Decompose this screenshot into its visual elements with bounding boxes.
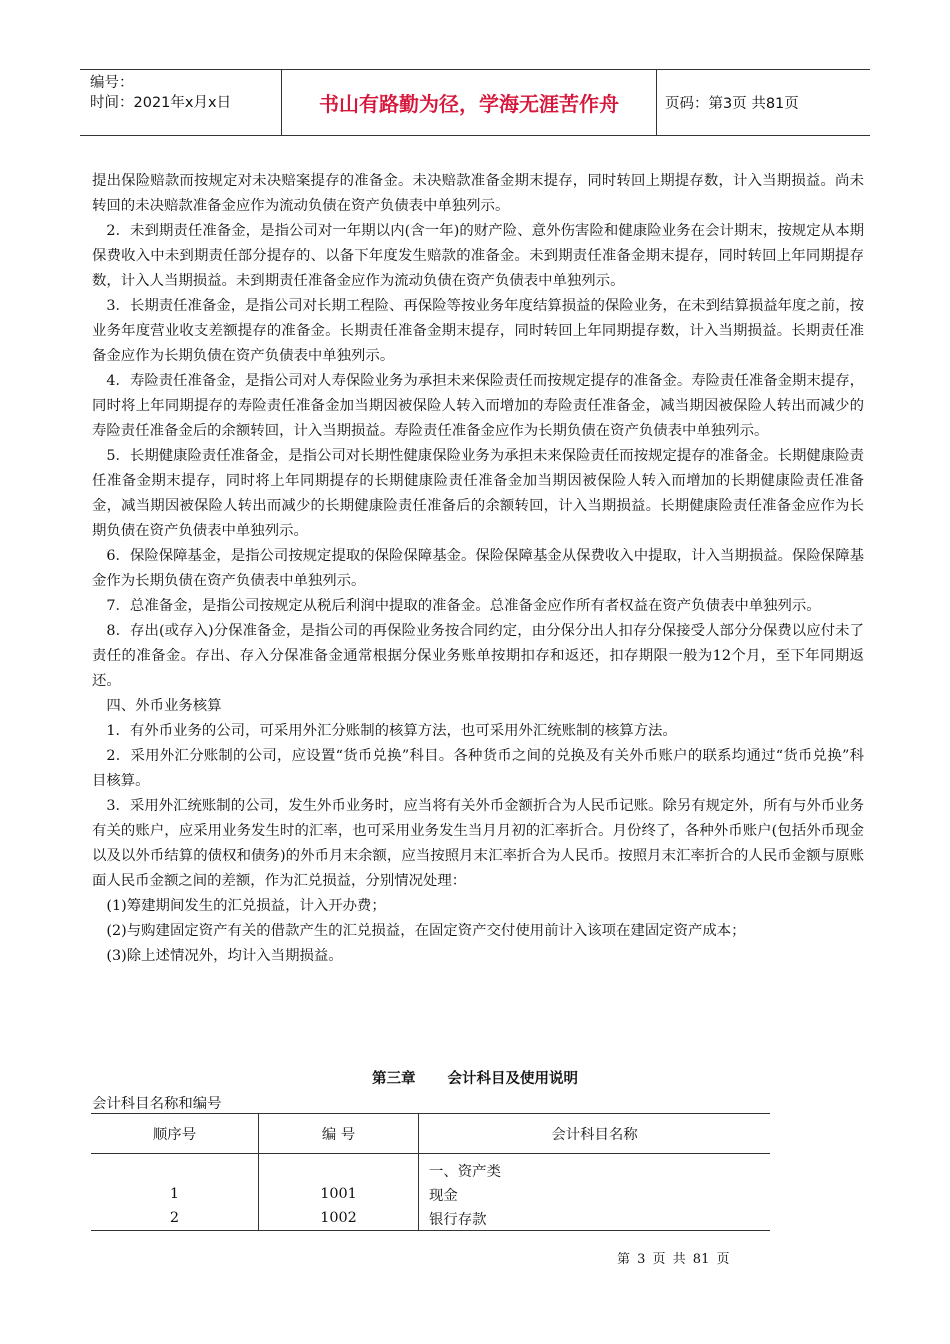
cell-code: 1002 xyxy=(259,1206,419,1231)
header-code: 编 号 xyxy=(259,1114,419,1154)
list-item: (1)筹建期间发生的汇兑损益，计入开办费； xyxy=(106,898,386,914)
page-footer: 第 3 页 共 81 页 xyxy=(617,1252,730,1267)
section-heading: 四、外币业务核算 xyxy=(106,698,222,714)
paragraph: 8．存出(或存入)分保准备金，是指公司的再保险业务按合同约定，由分保分出人扣存分保接受人部分分保费以应付未了责任的准备金。存出、存入分保准备金通常根据分保业务账单按期扣存和返还，扣存期限一般为12个月，至下年同期返还。 xyxy=(92,623,864,689)
chapter-title: 会计科目及使用说明 xyxy=(447,1071,578,1087)
table-row xyxy=(91,1206,770,1231)
accounts-table xyxy=(91,1113,770,1231)
document-body xyxy=(92,169,864,969)
table-header-row xyxy=(91,1114,770,1154)
cell-code: 1001 xyxy=(259,1182,419,1206)
paragraph: 5．长期健康险责任准备金，是指公司对长期性健康保险业务为承担未来保险责任而按规定提存的准备金。长期健康险责任准备金期末提存，同时将上年同期提存的长期健康险责任准备金加当期因被保险人转入而增加的长期健康险责任准备金，减当期因被保险人转出而减少的长期健康险责任准备后的余额转回，计入当期损益。长期健康险责任准备金应作为长期负债在资产负债表中单独列示。 xyxy=(92,448,864,539)
paragraph: 3．采用外汇统账制的公司，发生外币业务时，应当将有关外币金额折合为人民币记账。除另有规定外，所有与外币业务有关的账户，应采用业务发生时的汇率，也可采用业务发生当月月初的汇率折合。月份终了，各种外币账户(包括外币现金以及以外币结算的债权和债务)的外币月末余额，应当按照月末汇率折合为人民币。按照月末汇率折合的人民币金额与原账面人民币金额之间的差额，作为汇兑损益，分别情况处理： xyxy=(92,798,864,889)
cell-code xyxy=(259,1154,419,1183)
list-item: (2)与购建固定资产有关的借款产生的汇兑损益，在固定资产交付使用前计入该项在建固定资产成本； xyxy=(106,923,746,939)
cell-sequence: 1 xyxy=(169,1186,180,1202)
paragraph: 7．总准备金，是指公司按规定从税后利润中提取的准备金。总准备金应作所有者权益在资产负债表中单独列示。 xyxy=(106,598,821,614)
header-motto-cell xyxy=(281,70,657,135)
cell-account-name: 一、资产类 xyxy=(429,1163,501,1180)
paragraph: 4．寿险责任准备金，是指公司对人寿保险业务为承担未来保险责任而按规定提存的准备金。寿险责任准备金期末提存，同时将上年同期提存的寿险责任准备金加当期因被保险人转入而增加的寿险责任准备金，减当期因被保险人转出而减少的寿险责任准备金后的余额转回，计入当期损益。寿险责任准备金应作为长期负债在资产负债表中单独列示。 xyxy=(92,373,864,439)
header-page-cell xyxy=(657,70,870,135)
chapter-number: 第三章 xyxy=(372,1071,416,1087)
list-item: (3)除上述情况外，均计入当期损益。 xyxy=(106,948,343,964)
header-account-name: 会计科目名称 xyxy=(419,1114,771,1154)
table-row xyxy=(91,1154,770,1183)
cell-sequence xyxy=(91,1154,259,1183)
header-meta xyxy=(80,70,281,135)
paragraph: 提出保险赔款而按规定对未决赔案提存的准备金。未决赔款准备金期末提存，同时转回上期提存数，计入当期损益。尚未转回的未决赔款准备金应作为流动负债在资产负债表中单独列示。 xyxy=(92,173,864,214)
paragraph: 2．采用外汇分账制的公司，应设置“货币兑换”科目。各种货币之间的兑换及有关外币账户的联系均通过“货币兑换”科目核算。 xyxy=(92,748,864,789)
date-label: 时间：2021年x月x日 xyxy=(90,95,232,111)
header-sequence: 顺序号 xyxy=(91,1114,259,1154)
serial-number-label: 编号： xyxy=(90,75,134,91)
paragraph: 3．长期责任准备金，是指公司对长期工程险、再保险等按业务年度结算损益的保险业务，在未到结算损益年度之前，按业务年度营业收支差额提存的准备金。长期责任准备金期末提存，同时转回上年同期提存数，计入当期损益。长期责任准备金应作为长期负债在资产负债表中单独列示。 xyxy=(92,298,864,364)
paragraph: 2．未到期责任准备金，是指公司对一年期以内(含一年)的财产险、意外伤害险和健康险业务在会计期末，按规定从本期保费收入中未到期责任部分提存的、以备下年度发生赔款的准备金。未到期责任准备金期末提存，同时转回上年同期提存数，计入人当期损益。未到期责任准备金应作为流动负债在资产负债表中单独列示。 xyxy=(92,223,864,289)
table-row xyxy=(91,1182,770,1206)
cell-account-name: 银行存款 xyxy=(419,1206,771,1231)
motto: 书山有路勤为径，学海无涯苦作舟 xyxy=(319,92,619,116)
chapter-heading xyxy=(0,1067,950,1088)
page-number-label: 页码：第3页 共81页 xyxy=(665,96,799,112)
page-header xyxy=(80,69,870,136)
paragraph: 1．有外币业务的公司，可采用外汇分账制的核算方法，也可采用外汇统账制的核算方法。 xyxy=(106,723,677,739)
paragraph: 6．保险保障基金，是指公司按规定提取的保险保障基金。保险保障基金从保费收入中提取，计入当期损益。保险保障基金作为长期负债在资产负债表中单独列示。 xyxy=(92,548,864,589)
cell-account-name: 现金 xyxy=(429,1187,458,1204)
cell-sequence: 2 xyxy=(91,1206,259,1231)
table-caption: 会计科目名称和编号 xyxy=(92,1096,222,1112)
